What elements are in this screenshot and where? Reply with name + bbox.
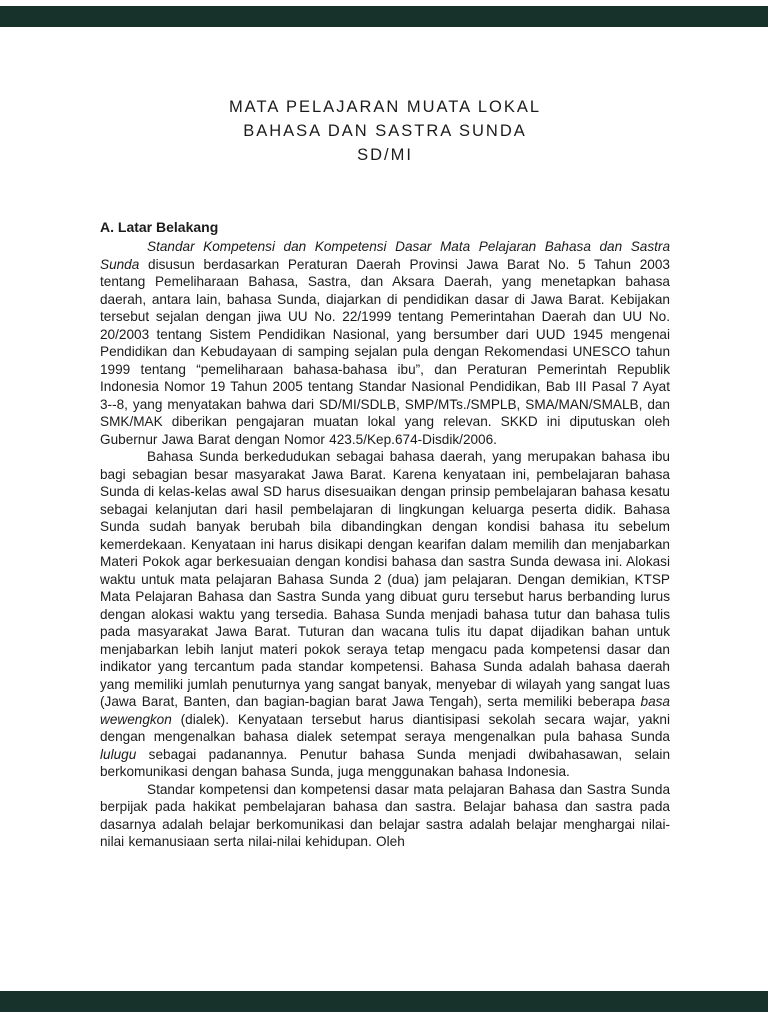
document-page [0,27,768,991]
title-line-1: MATA PELAJARAN MUATA LOKAL [228,98,542,116]
title-line-2: BAHASA DAN SASTRA SUNDA [243,122,527,140]
title-line-3: SD/MI [357,146,413,164]
document-body [100,238,670,851]
document-title [100,95,670,167]
bottom-letterbox-bar [0,991,768,1012]
paragraph: Standar kompetensi dan kompetensi dasar mata pelajaran Bahasa dan Sastra Sunda berpijak pada hakikat pembelajaran bahasa dan sastra. Belajar bahasa dan sastra pada dasarnya adalah belajar berkomunikasi dan belajar sastra adalah belajar menghargai nilai-nilai kemanusiaan serta nilai-nilai kehidupan. Oleh [100,781,670,849]
paragraph: Bahasa Sunda berkedudukan sebagai bahasa daerah, yang merupakan bahasa ibu bagi sebagian besar masyarakat Jawa Barat. Karena kenyataan ini, pembelajaran bahasa Sunda di kelas-kelas awal SD harus disesuaikan dengan prinsip pembelajaran bahasa kesatu sebagai kelanjutan dari hasil pembelajaran di lingkungan keluarga peserta didik. Bahasa Sunda sudah banyak berubah bila dibandingkan dengan kondisi bahasa itu sebelum kemerdekaan. Kenyataan ini harus disikapi dengan kearifan dalam memilih dan menjabarkan Materi Pokok agar berkesuaian dengan kondisi bahasa dan sastra Sunda dewasa ini. Alokasi waktu untuk mata pelajaran Bahasa Sunda 2 (dua) jam pelajaran. Dengan demikian, KTSP Mata Pelajaran Bahasa dan Sastra Sunda yang dibuat guru tersebut harus berbanding lurus dengan alokasi waktu yang tersedia. Bahasa Sunda menjadi bahasa tutur dan bahasa tulis pada masyarakat Jawa Barat. Tuturan dan wacana tulis itu dapat dijadikan bahan untuk menjabarkan lebih lanjut materi pokok seraya tetap mengacu pada kompetensi dasar dan indikator yang tercantum pada standar kompetensi. Bahasa Sunda adalah bahasa daerah yang memiliki jumlah penuturnya yang sangat banyak, menyebar di wilayah yang sangat luas (Jawa Barat, Banten, dan bagian-bagian barat Jawa Tengah), serta memiliki beberapa basa wewengkon (dialek). Kenyataan tersebut harus diantisipasi sekolah secara wajar, yakni dengan mengenalkan bahasa dialek setempat seraya mengenalkan pula bahasa Sunda lulugu sebagai padanannya. Penutur bahasa Sunda menjadi dwibahasawan, selain berkomunikasi dengan bahasa Sunda, juga menggunakan bahasa Indonesia. [100,449,670,779]
section-heading: A. Latar Belakang [100,219,219,235]
top-letterbox-bar [0,6,768,27]
paragraph: Standar Kompetensi dan Kompetensi Dasar Mata Pelajaran Bahasa dan Sastra Sunda disusun berdasarkan Peraturan Daerah Provinsi Jawa Barat No. 5 Tahun 2003 tentang Pemeliharaan Bahasa, Sastra, dan Aksara Daerah, yang menetapkan bahasa daerah, antara lain, bahasa Sunda, diajarkan di pendidikan dasar di Jawa Barat. Kebijakan tersebut sejalan dengan jiwa UU No. 22/1999 tentang Pemerintahan Daerah dan UU No. 20/2003 tentang Sistem Pendidikan Nasional, yang bersumber dari UUD 1945 mengenai Pendidikan dan Kebudayaan di samping sejalan pula dengan Rekomendasi UNESCO tahun 1999 tentang “pemeliharaan bahasa-bahasa ibu”, dan Peraturan Pemerintah Republik Indonesia Nomor 19 Tahun 2005 tentang Standar Nasional Pendidikan, Bab III Pasal 7 Ayat 3--8, yang menyatakan bahwa dari SD/MI/SDLB, SMP/MTs./SMPLB, SMA/MAN/SMALB, dan SMK/MAK diberikan pengajaran muatan lokal yang relevan. SKKD ini diputuskan oleh Gubernur Jawa Barat dengan Nomor 423.5/Kep.674-Disdik/2006. [100,239,670,447]
